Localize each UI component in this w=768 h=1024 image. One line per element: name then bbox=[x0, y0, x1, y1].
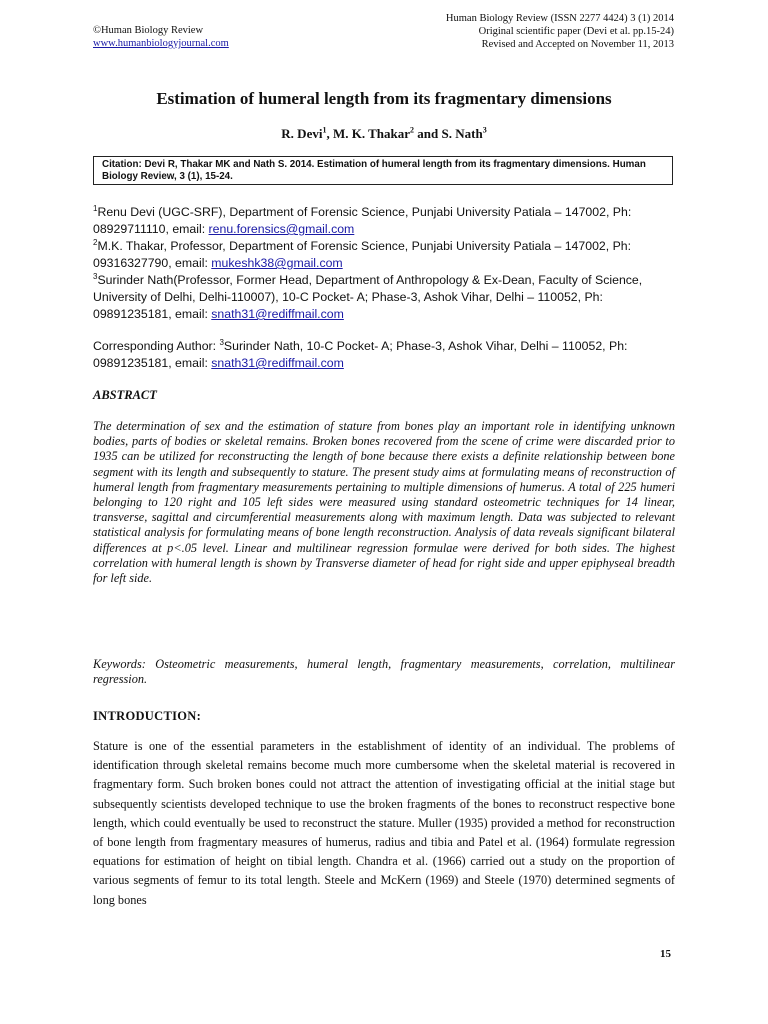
journal-name: ©Human Biology Review bbox=[93, 25, 204, 36]
affiliation-mark: 3 bbox=[219, 337, 224, 347]
affiliations bbox=[93, 204, 675, 323]
corresponding-label: Corresponding Author: bbox=[93, 339, 220, 353]
citation-box: Citation: Devi R, Thakar MK and Nath S. 2014. Estimation of humeral length from its fragmentary dimensions. Human Biology Review, 3 (1), 15-24. bbox=[93, 156, 673, 185]
affiliation-mark: 2 bbox=[93, 237, 98, 247]
abstract-heading: ABSTRACT bbox=[93, 388, 157, 402]
author-affiliation-mark: 1 bbox=[322, 125, 327, 135]
introduction-text: Stature is one of the essential parameters in the establishment of identity of an individual. The problems of identification through skeletal remains become much more cumbersome when the skeletal material is recovered in fragmentary form. Such broken bones could not attract the attention of investigating official at the initial stage but subsequently scientists developed technique to use the broken fragments of the bones to reconstruct respective bone length, which could eventually be used to reconstruct the stature. Muller (1935) provided a method for reconstruction of bone length from fragmentary measures of humerus, radius and tibia and Patel et al. (1964) formulate regression equations for estimation of height on tibial length. Chandra et al. (1966) carried out a study on the proportion of various segments of femur to its total length. Steele and McKern (1969) and Steele (1970) determined segments of long bones bbox=[93, 739, 675, 907]
email-link[interactable]: mukeshk38@gmail.com bbox=[211, 256, 343, 270]
affiliation-mark: 3 bbox=[93, 271, 98, 281]
corresponding-text: Surinder Nath, 10-C Pocket- A; Phase-3, Ashok Vihar, Delhi – 110052, Ph: 09891235181, email: bbox=[93, 339, 628, 370]
author-affiliation-mark: 3 bbox=[482, 125, 487, 135]
accepted-date-line: Revised and Accepted on November 11, 2013 bbox=[481, 39, 674, 50]
email-link[interactable]: snath31@rediffmail.com bbox=[211, 356, 344, 370]
author-separator: and bbox=[414, 126, 442, 141]
paper-type-line: Original scientific paper (Devi et al. pp.15-24) bbox=[478, 26, 674, 37]
author-list bbox=[93, 126, 675, 142]
keywords: Keywords: Osteometric measurements, humeral length, fragmentary measurements, correlation, multilinear regression. bbox=[93, 657, 675, 687]
email-link[interactable]: snath31@rediffmail.com bbox=[211, 307, 344, 321]
journal-website-link[interactable]: www.humanbiologyjournal.com bbox=[93, 38, 229, 49]
issn-line: Human Biology Review (ISSN 2277 4424) 3 (1) 2014 bbox=[445, 13, 674, 24]
introduction-heading: INTRODUCTION: bbox=[93, 709, 202, 723]
author-name: S. Nath bbox=[441, 126, 483, 141]
affiliation-text: Surinder Nath(Professor, Former Head, Department of Anthropology & Ex-Dean, Faculty of Science, University of Delhi, Delhi-110007), 10-C Pocket- A; Phase-3, Ashok Vihar, Delhi – 110052, Ph: 09891235181, email: bbox=[93, 273, 643, 321]
abstract-text: The determination of sex and the estimation of stature from bones play an important role in identifying unknown bodies, parts of bodies or skeletal remains. Broken bones recovered from the scene of crime were discarded prior to 1935 can be utilized for reconstructing the length of bone because there exists a definite relationship between bone segment with its length and subsequently to stature. The present study aims at formulating means of reconstruction of humeral length from fragmentary measurements pertaining to multiple dimensions of humerus. A total of 225 humeri belonging to 120 right and 105 left sides were measured using standard osteometric techniques for 14 linear, transverse, sagittal and circumferential measurements along with maximum length. Data was subjected to relevant statistical analysis for formulating means of bone length reconstruction. Analysis of data reveals significant bilateral differences at p<.05 level. Linear and multilinear regression formulae were derived for both sides. The highest correlation with humeral length is shown by Transverse diameter of head for right side and upper epiphyseal breadth for left side. bbox=[93, 419, 675, 586]
email-link[interactable]: renu.forensics@gmail.com bbox=[208, 222, 355, 236]
author-affiliation-mark: 2 bbox=[410, 125, 415, 135]
affiliation-3 bbox=[93, 272, 675, 323]
affiliation-text: Renu Devi (UGC-SRF), Department of Forensic Science, Punjabi University Patiala – 147002, Ph: 08929711110, email: bbox=[93, 205, 632, 236]
journal-header-left bbox=[93, 24, 229, 50]
corresponding-author bbox=[93, 338, 675, 372]
journal-header-right bbox=[400, 12, 674, 51]
author-name: R. Devi bbox=[281, 126, 323, 141]
author-name: M. K. Thakar bbox=[332, 126, 411, 141]
affiliation-text: M.K. Thakar, Professor, Department of Forensic Science, Punjabi University Patiala – 147002, Ph: 09316327790, email: bbox=[93, 239, 632, 270]
paper-title: Estimation of humeral length from its fragmentary dimensions bbox=[156, 89, 612, 108]
affiliation-1 bbox=[93, 204, 675, 238]
author-separator: , bbox=[326, 126, 333, 141]
affiliation-mark: 1 bbox=[93, 203, 98, 213]
page-number: 15 bbox=[660, 948, 671, 960]
affiliation-2 bbox=[93, 238, 675, 272]
